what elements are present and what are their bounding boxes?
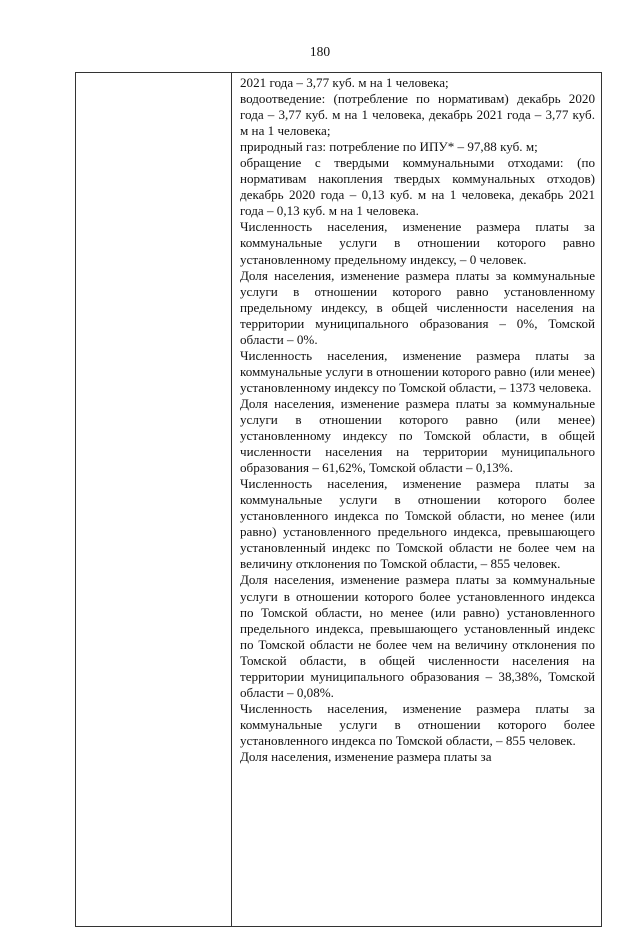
paragraph-population-more-than-index: Численность населения, изменение размера платы за коммунальные услуги в отношении которого более установленного индекса по Томской области, – 855 человек. bbox=[240, 700, 595, 748]
paragraph-share-regional-index: Доля населения, изменение размера платы за коммунальные услуги в отношении которого равно (или менее) установленному индексу по Томской области, в общей численности населения на территории муниципального образования – 61,62%, Томской области – 0,13%. bbox=[240, 395, 595, 476]
paragraph-water-disposal: водоотведение: (потребление по нормативам) декабрь 2020 года – 3,77 куб. м на 1 человека, декабрь 2021 года – 3,77 куб. м на 1 человека; bbox=[240, 91, 595, 139]
paragraph-population-regional-index: Численность населения, изменение размера платы за коммунальные услуги в отношении которого равно (или менее) установленному индексу по Томской области, – 1373 человека. bbox=[240, 347, 595, 395]
paragraph-natural-gas: природный газ: потребление по ИПУ* – 97,88 куб. м; bbox=[240, 139, 538, 155]
paragraph-share-more-than-index: Доля населения, изменение размера платы за bbox=[240, 748, 492, 764]
document-table bbox=[75, 72, 602, 927]
paragraph-share-limit-index: Доля населения, изменение размера платы за коммунальные услуги в отношении которого равно установленному предельному индексу, в общей численности населения на территории муниципального образования – 0%, Томской области – 0%. bbox=[240, 267, 595, 347]
paragraph-population-limit-index: Численность населения, изменение размера платы за коммунальные услуги в отношении которого равно установленному предельному индексу, – 0 человек. bbox=[240, 219, 595, 267]
table-content-cell bbox=[240, 75, 595, 765]
paragraph-share-above-regional: Доля населения, изменение размера платы за коммунальные услуги в отношении которого более установленного индекса по Томской области, но менее (или равно) установленного предельного индекса, превышающего установленный индекс по Томской области не более чем на величину отклонения по Томской области, в общей численности населения на территории муниципального образования – 38,38%, Томской области – 0,08%. bbox=[240, 572, 595, 700]
paragraph-solid-waste: обращение с твердыми коммунальными отходами: (по нормативам накопления твердых коммунальных отходов) декабрь 2020 года – 0,13 куб. м на 1 человека, декабрь 2021 года – 0,13 куб. м на 1 человека. bbox=[240, 155, 595, 219]
paragraph-population-above-regional: Численность населения, изменение размера платы за коммунальные услуги в отношении которого более установленного индекса по Томской области, но менее (или равно) установленного предельного индекса, превышающего установленный индекс по Томской области не более чем на величину отклонения по Томской области, – 855 человек. bbox=[240, 476, 595, 572]
page-number: 180 bbox=[309, 44, 331, 59]
paragraph-continuation: 2021 года – 3,77 куб. м на 1 человека; bbox=[240, 75, 449, 90]
table-left-column bbox=[76, 73, 232, 926]
